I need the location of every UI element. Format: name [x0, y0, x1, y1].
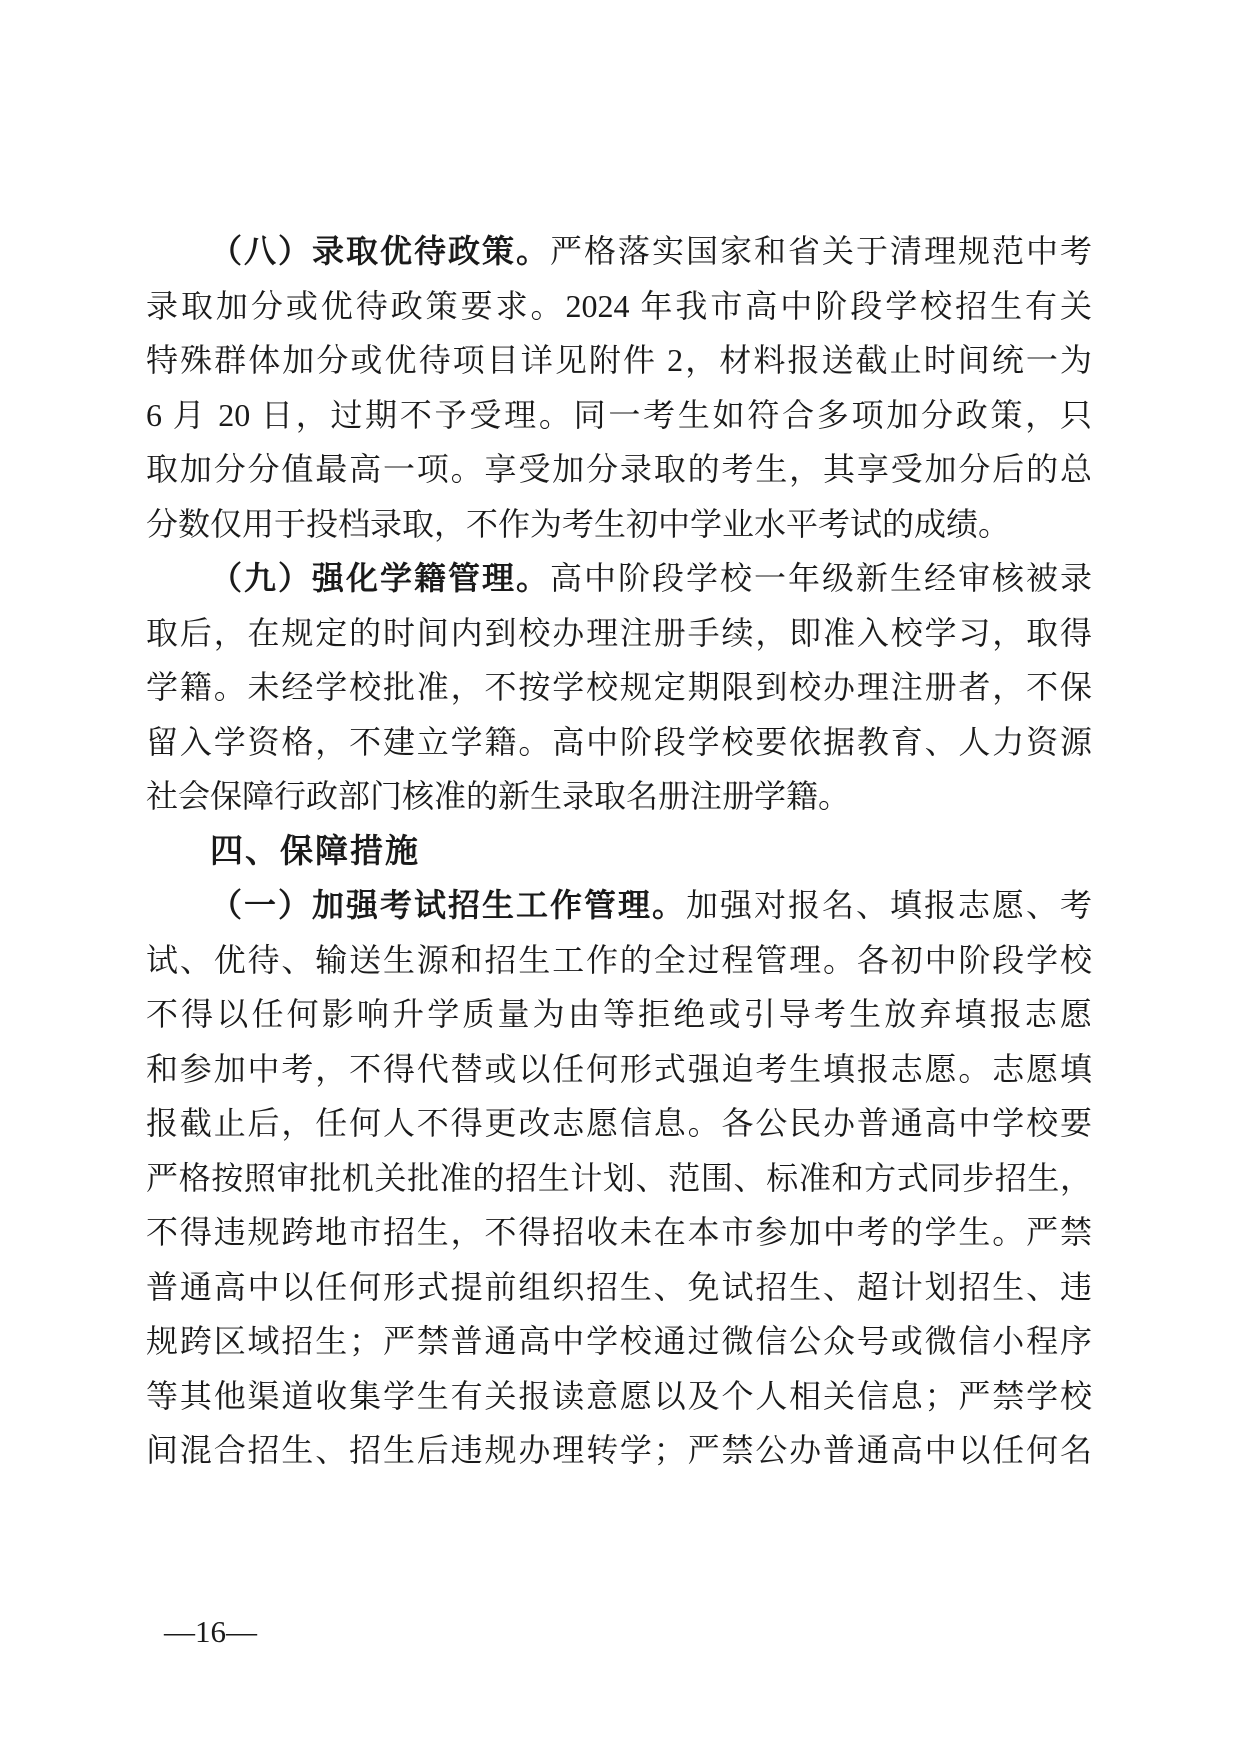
line-text: 严格落实国家和省关于清理规范中考: [550, 233, 1092, 269]
paragraph-lead: （八）录取优待政策。: [210, 233, 550, 269]
paragraph-line: 取加分分值最高一项。享受加分录取的考生，其享受加分后的总: [146, 451, 1092, 487]
paragraph-line: [146, 878, 1092, 933]
paragraph-line: 试、优待、输送生源和招生工作的全过程管理。各初中阶段学校: [146, 941, 1092, 978]
paragraph-line: 学籍。未经学校批准，不按学校规定期限到校办理注册者，不保: [146, 669, 1092, 705]
paragraph-line: 不得以任何影响升学质量为由等拒绝或引导考生放弃填报志愿: [146, 996, 1092, 1032]
paragraph-line: 分数仅用于投档录取，不作为考生初中学业水平考试的成绩。: [146, 505, 1011, 542]
section-heading: 四、保障措施: [210, 831, 420, 869]
paragraph-line: 普通高中以任何形式提前组织招生、免试招生、超计划招生、违: [146, 1268, 1092, 1305]
paragraph-line: 不得违规跨地市招生，不得招收未在本市参加中考的学生。严禁: [146, 1214, 1092, 1250]
paragraph-line: 特殊群体加分或优待项目详见附件 2，材料报送截止时间统一为: [146, 342, 1092, 378]
paragraph-lead: （一）加强考试招生工作管理。: [210, 887, 686, 923]
paragraph-line: 和参加中考，不得代替或以任何形式强迫考生填报志愿。志愿填: [146, 1050, 1092, 1087]
paragraph-line: 间混合招生、招生后违规办理转学；严禁公办普通高中以任何名: [146, 1432, 1092, 1468]
paragraph-line: 取后，在规定的时间内到校办理注册手续，即准入校学习，取得: [146, 614, 1092, 651]
paragraph-line: [146, 551, 1092, 606]
paragraph-lead: （九）强化学籍管理。: [210, 560, 550, 596]
line-text: 高中阶段学校一年级新生经审核被录: [550, 560, 1092, 596]
paragraph-line: [146, 224, 1092, 279]
paragraph-line: 留入学资格，不建立学籍。高中阶段学校要依据教育、人力资源: [146, 723, 1092, 760]
paragraph-line: 录取加分或优待政策要求。2024 年我市高中阶段学校招生有关: [146, 287, 1092, 324]
paragraph-line: 社会保障行政部门核准的新生录取名册注册学籍。: [146, 778, 851, 814]
text-block: [146, 224, 1092, 1478]
paragraph-line: 等其他渠道收集学生有关报读意愿以及个人相关信息；严禁学校: [146, 1377, 1092, 1414]
paragraph-line: 6 月 20 日，过期不予受理。同一考生如符合多项加分政策，只: [146, 396, 1092, 433]
page-number: —16—: [164, 1614, 257, 1649]
paragraph-line: 报截止后，任何人不得更改志愿信息。各公民办普通高中学校要: [146, 1105, 1092, 1141]
paragraph-line: 严格按照审批机关批准的招生计划、范围、标准和方式同步招生，: [146, 1159, 1092, 1196]
paragraph-line: 规跨区域招生；严禁普通高中学校通过微信公众号或微信小程序: [146, 1323, 1092, 1359]
line-text: 加强对报名、填报志愿、考: [685, 887, 1092, 923]
